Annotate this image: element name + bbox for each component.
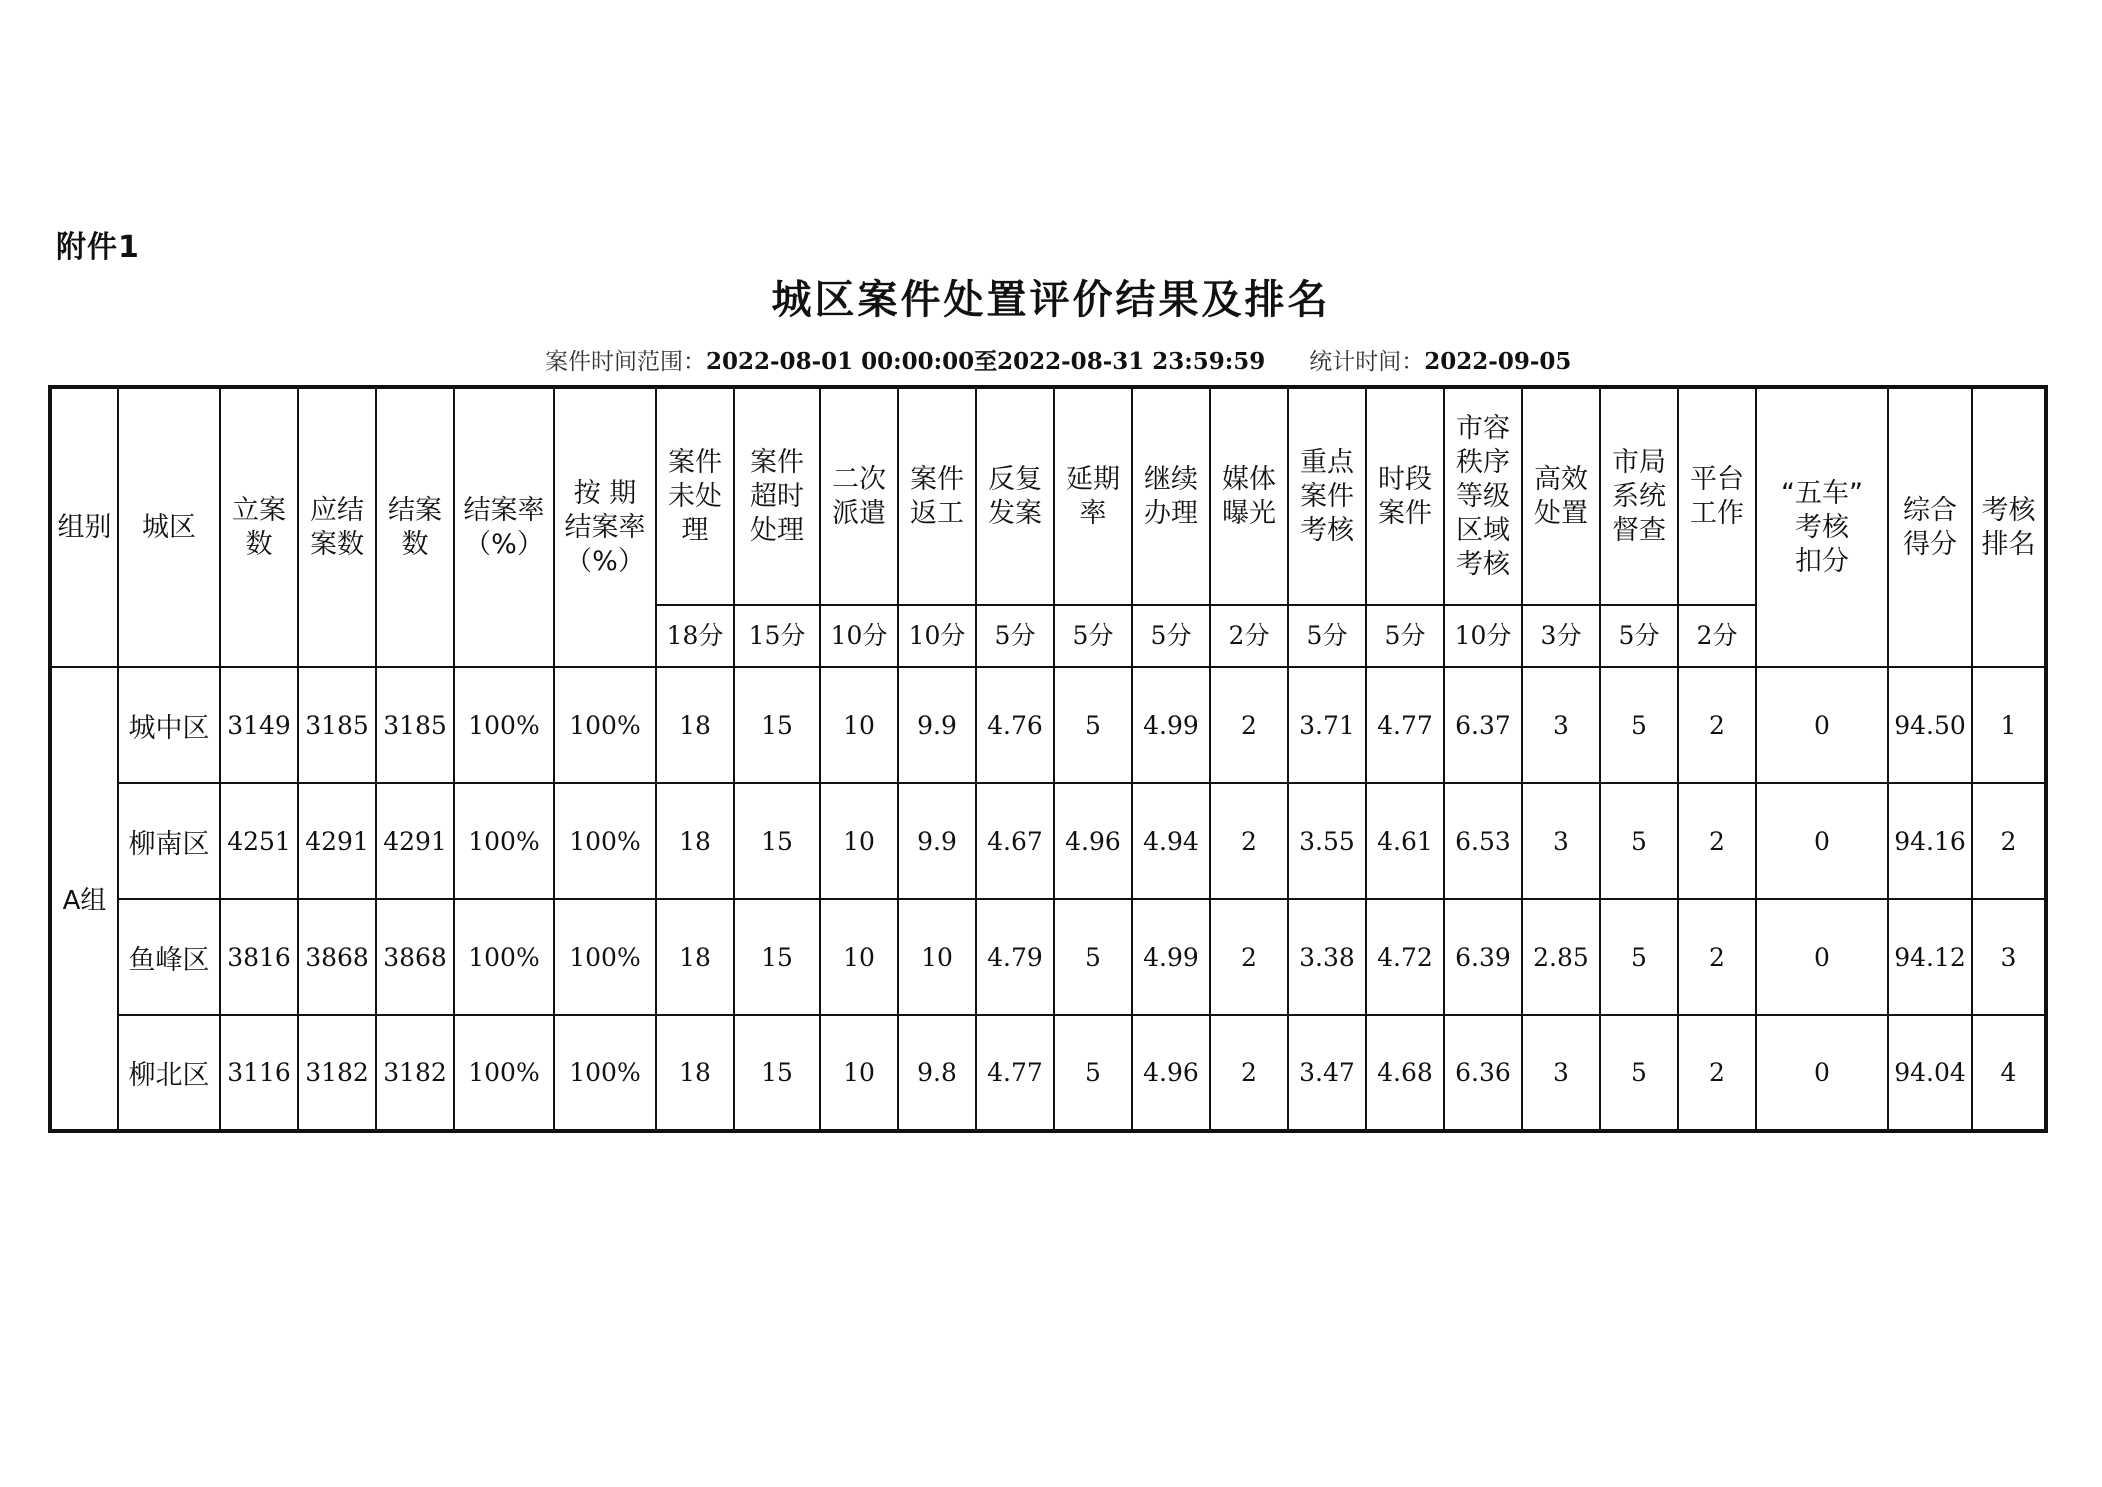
total-cell: 94.50	[1888, 667, 1972, 783]
ontime-rate-cell: 100%	[554, 783, 656, 899]
deduction-cell: 0	[1756, 667, 1888, 783]
header-indicator: 时段 案件	[1366, 387, 1444, 605]
header-closed: 结案 数	[376, 387, 454, 667]
range-value: 2022-08-01 00:00:00至2022-08-31 23:59:59	[706, 348, 1266, 375]
indicator-points: 3分	[1522, 605, 1600, 667]
score-cell: 6.36	[1444, 1015, 1522, 1131]
score-cell: 5	[1600, 667, 1678, 783]
indicator-points: 15分	[734, 605, 820, 667]
score-cell: 9.8	[898, 1015, 976, 1131]
filed-cell: 3116	[220, 1015, 298, 1131]
header-indicator: 案件 未处 理	[656, 387, 734, 605]
district-cell: 柳南区	[118, 783, 220, 899]
stat-label: 统计时间：	[1309, 349, 1425, 375]
header-indicator: 高效 处置	[1522, 387, 1600, 605]
score-cell: 3	[1522, 1015, 1600, 1131]
closed-cell: 3868	[376, 899, 454, 1015]
header-indicator: 二次 派遣	[820, 387, 898, 605]
deduction-cell: 0	[1756, 899, 1888, 1015]
score-cell: 2	[1210, 1015, 1288, 1131]
score-cell: 5	[1600, 1015, 1678, 1131]
district-cell: 鱼峰区	[118, 899, 220, 1015]
attachment-label: 附件1	[56, 230, 140, 265]
score-cell: 4.72	[1366, 899, 1444, 1015]
indicator-points: 5分	[1132, 605, 1210, 667]
score-cell: 3.71	[1288, 667, 1366, 783]
score-cell: 4.79	[976, 899, 1054, 1015]
score-cell: 6.53	[1444, 783, 1522, 899]
closed-cell: 3182	[376, 1015, 454, 1131]
score-cell: 2	[1678, 899, 1756, 1015]
score-cell: 5	[1600, 783, 1678, 899]
due-cell: 4291	[298, 783, 376, 899]
score-cell: 2	[1210, 783, 1288, 899]
score-cell: 15	[734, 667, 820, 783]
score-cell: 2	[1678, 667, 1756, 783]
score-cell: 3	[1522, 667, 1600, 783]
score-cell: 2	[1210, 899, 1288, 1015]
header-group: 组别	[50, 387, 118, 667]
score-cell: 10	[898, 899, 976, 1015]
score-cell: 4.77	[1366, 667, 1444, 783]
header-filed: 立案 数	[220, 387, 298, 667]
table-body	[50, 667, 2046, 1131]
score-cell: 3.55	[1288, 783, 1366, 899]
score-cell: 4.94	[1132, 783, 1210, 899]
document-title: 城区案件处置评价结果及排名	[771, 276, 1331, 323]
header-row	[50, 387, 2046, 605]
indicator-points: 5分	[1054, 605, 1132, 667]
indicator-points: 5分	[1288, 605, 1366, 667]
score-cell: 6.39	[1444, 899, 1522, 1015]
time-range-line	[545, 343, 1571, 376]
total-cell: 94.12	[1888, 899, 1972, 1015]
close-rate-cell: 100%	[454, 899, 554, 1015]
header-indicator: 市容 秩序 等级 区域 考核	[1444, 387, 1522, 605]
header-indicator: 平台 工作	[1678, 387, 1756, 605]
ontime-rate-cell: 100%	[554, 899, 656, 1015]
score-cell: 2	[1210, 667, 1288, 783]
score-cell: 4.76	[976, 667, 1054, 783]
filed-cell: 3149	[220, 667, 298, 783]
score-cell: 4.96	[1132, 1015, 1210, 1131]
score-cell: 4.77	[976, 1015, 1054, 1131]
score-cell: 10	[820, 1015, 898, 1131]
rank-cell: 4	[1972, 1015, 2046, 1131]
score-cell: 3	[1522, 783, 1600, 899]
table-row	[50, 1015, 2046, 1131]
score-cell: 10	[820, 899, 898, 1015]
filed-cell: 3816	[220, 899, 298, 1015]
header-deduction: “五车” 考核 扣分	[1756, 387, 1888, 667]
score-cell: 4.61	[1366, 783, 1444, 899]
header-indicator: 媒体 曝光	[1210, 387, 1288, 605]
indicator-points: 5分	[1366, 605, 1444, 667]
score-cell: 4.67	[976, 783, 1054, 899]
due-cell: 3182	[298, 1015, 376, 1131]
score-cell: 3.47	[1288, 1015, 1366, 1131]
score-cell: 2.85	[1522, 899, 1600, 1015]
table-row	[50, 667, 2046, 783]
score-cell: 4.96	[1054, 783, 1132, 899]
rank-cell: 1	[1972, 667, 2046, 783]
header-indicator: 重点 案件 考核	[1288, 387, 1366, 605]
table-row	[50, 783, 2046, 899]
score-cell: 4.99	[1132, 667, 1210, 783]
score-cell: 18	[656, 667, 734, 783]
close-rate-cell: 100%	[454, 783, 554, 899]
score-cell: 6.37	[1444, 667, 1522, 783]
header-ontime-rate: 按 期 结案率 （%）	[554, 387, 656, 667]
range-label: 案件时间范围：	[545, 349, 706, 375]
header-indicator: 市局 系统 督查	[1600, 387, 1678, 605]
score-cell: 10	[820, 667, 898, 783]
indicator-points: 10分	[820, 605, 898, 667]
total-cell: 94.16	[1888, 783, 1972, 899]
score-cell: 9.9	[898, 783, 976, 899]
score-cell: 15	[734, 899, 820, 1015]
indicator-points: 10分	[898, 605, 976, 667]
header-indicator: 继续 办理	[1132, 387, 1210, 605]
district-cell: 柳北区	[118, 1015, 220, 1131]
evaluation-table	[48, 385, 2048, 1133]
district-cell: 城中区	[118, 667, 220, 783]
header-indicator: 延期 率	[1054, 387, 1132, 605]
header-rank: 考核 排名	[1972, 387, 2046, 667]
due-cell: 3868	[298, 899, 376, 1015]
total-cell: 94.04	[1888, 1015, 1972, 1131]
header-indicator: 案件 超时 处理	[734, 387, 820, 605]
rank-cell: 2	[1972, 783, 2046, 899]
indicator-points: 10分	[1444, 605, 1522, 667]
header-total: 综合 得分	[1888, 387, 1972, 667]
table-row	[50, 899, 2046, 1015]
stat-value: 2022-09-05	[1424, 348, 1572, 375]
score-cell: 10	[820, 783, 898, 899]
group-cell: A组	[50, 667, 118, 1131]
score-cell: 18	[656, 1015, 734, 1131]
score-cell: 18	[656, 899, 734, 1015]
indicator-points: 2分	[1678, 605, 1756, 667]
ontime-rate-cell: 100%	[554, 1015, 656, 1131]
score-cell: 3.38	[1288, 899, 1366, 1015]
indicator-points: 5分	[1600, 605, 1678, 667]
due-cell: 3185	[298, 667, 376, 783]
score-cell: 4.99	[1132, 899, 1210, 1015]
score-cell: 5	[1054, 667, 1132, 783]
score-cell: 9.9	[898, 667, 976, 783]
rank-cell: 3	[1972, 899, 2046, 1015]
filed-cell: 4251	[220, 783, 298, 899]
score-cell: 2	[1678, 1015, 1756, 1131]
close-rate-cell: 100%	[454, 667, 554, 783]
score-cell: 5	[1054, 899, 1132, 1015]
header-close-rate: 结案率 （%）	[454, 387, 554, 667]
score-cell: 4.68	[1366, 1015, 1444, 1131]
close-rate-cell: 100%	[454, 1015, 554, 1131]
header-due: 应结 案数	[298, 387, 376, 667]
indicator-points: 2分	[1210, 605, 1288, 667]
score-cell: 2	[1678, 783, 1756, 899]
score-cell: 15	[734, 1015, 820, 1131]
closed-cell: 4291	[376, 783, 454, 899]
deduction-cell: 0	[1756, 783, 1888, 899]
score-cell: 15	[734, 783, 820, 899]
deduction-cell: 0	[1756, 1015, 1888, 1131]
header-indicator: 案件 返工	[898, 387, 976, 605]
score-cell: 18	[656, 783, 734, 899]
ontime-rate-cell: 100%	[554, 667, 656, 783]
score-cell: 5	[1600, 899, 1678, 1015]
indicator-points: 5分	[976, 605, 1054, 667]
score-cell: 5	[1054, 1015, 1132, 1131]
header-indicator: 反复 发案	[976, 387, 1054, 605]
indicator-points: 18分	[656, 605, 734, 667]
header-district: 城区	[118, 387, 220, 667]
closed-cell: 3185	[376, 667, 454, 783]
